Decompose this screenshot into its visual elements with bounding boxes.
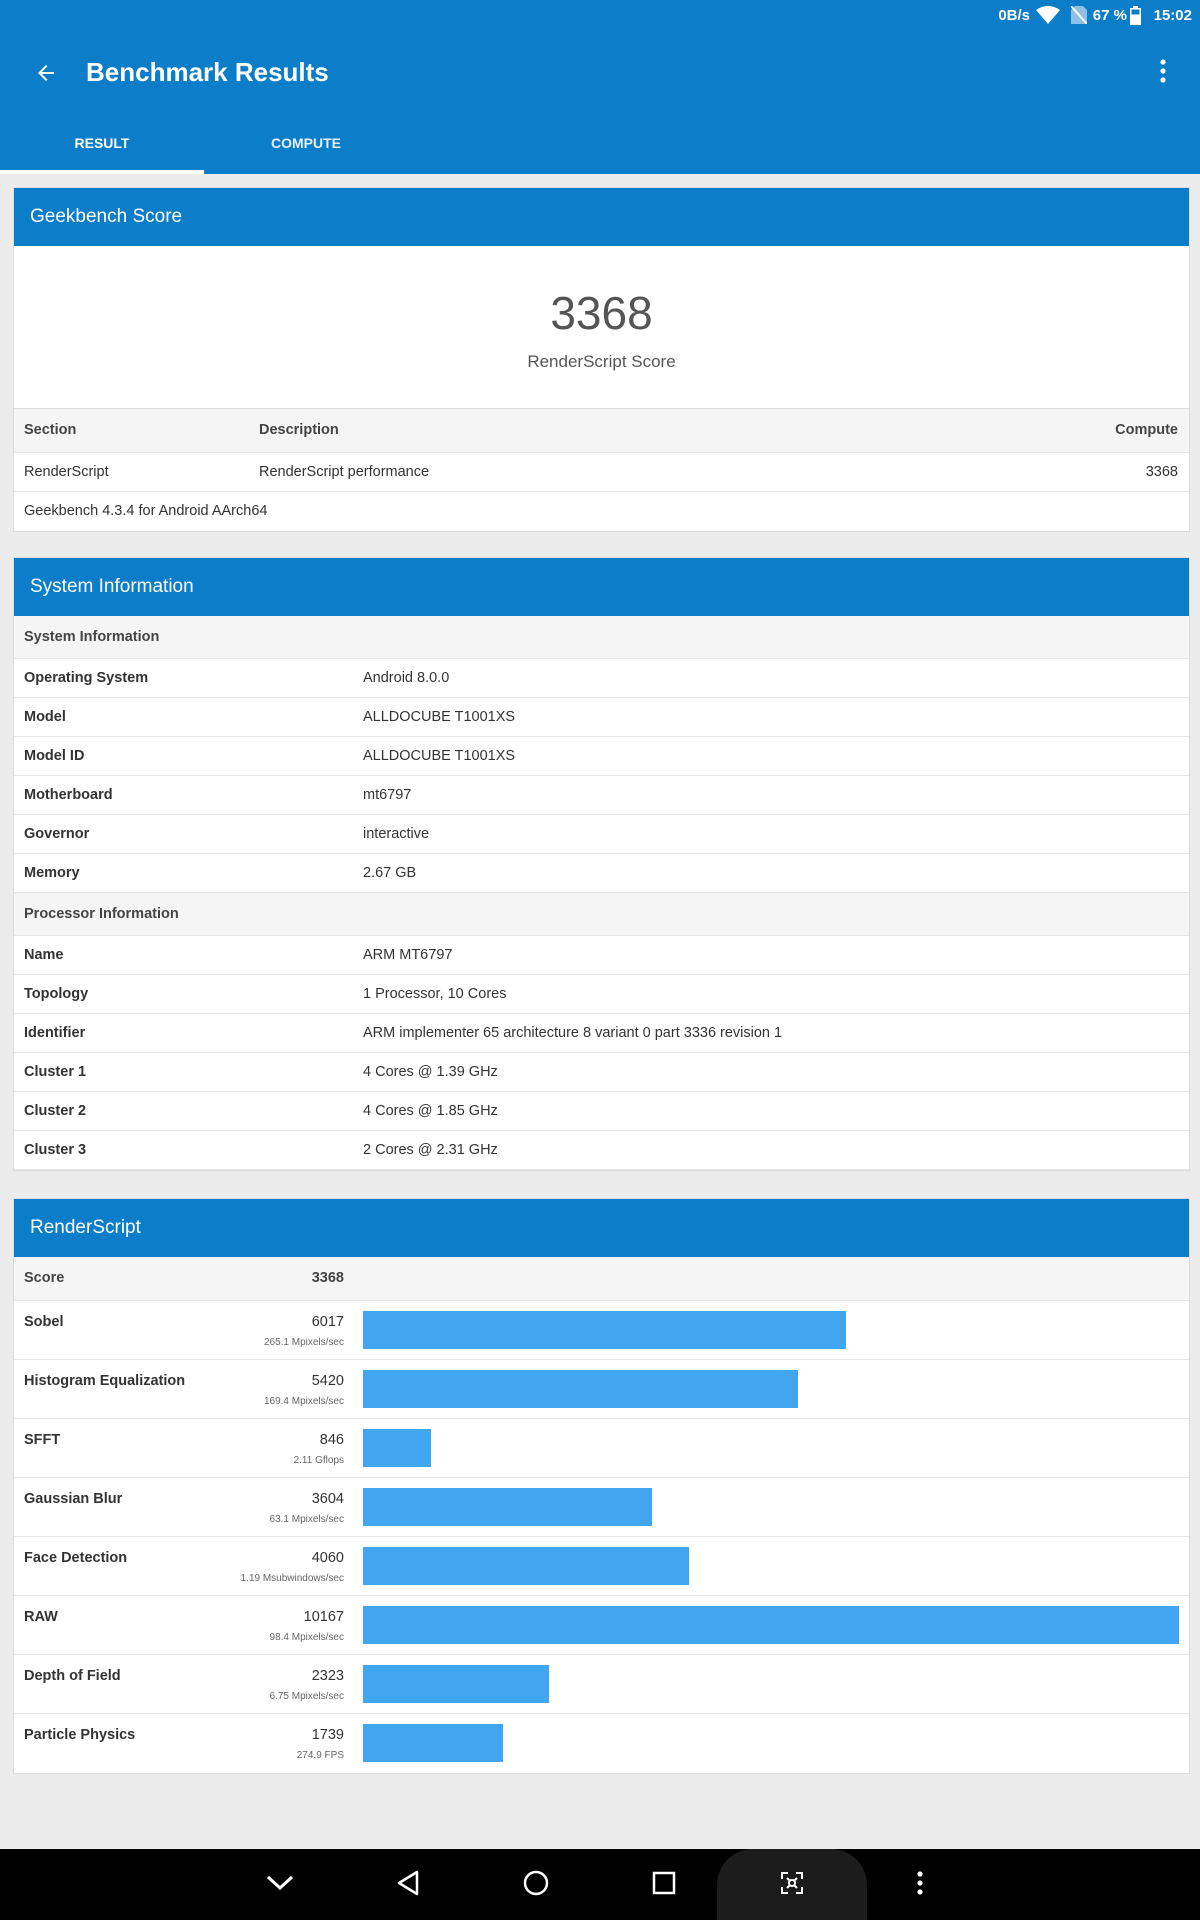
benchmark-row (14, 1596, 1189, 1655)
score-row (14, 1257, 1189, 1301)
benchmark-name: SFFT (24, 1432, 61, 1448)
info-value: Android 8.0.0 (363, 670, 450, 686)
row-description: RenderScript performance (259, 464, 430, 480)
score-bar (363, 1665, 549, 1703)
geekbench-score-card (13, 187, 1190, 532)
benchmark-row (14, 1714, 1189, 1773)
section-subheader (14, 616, 1189, 659)
benchmark-row (14, 1478, 1189, 1537)
section-subheader (14, 893, 1189, 936)
info-row (14, 1014, 1189, 1053)
screenshot-button[interactable] (770, 1863, 814, 1907)
overflow-menu-button[interactable] (1148, 58, 1178, 88)
info-row (14, 659, 1189, 698)
benchmark-name: Face Detection (24, 1550, 128, 1566)
score-bar (363, 1429, 431, 1467)
nav-back-button[interactable] (386, 1863, 430, 1907)
benchmark-unit: 6.75 Mpixels/sec (269, 1691, 344, 1702)
benchmark-score: 2323 (311, 1668, 344, 1684)
info-row (14, 854, 1189, 893)
info-value: 4 Cores @ 1.85 GHz (363, 1103, 498, 1119)
benchmark-name: Sobel (24, 1314, 64, 1330)
benchmark-row (14, 1301, 1189, 1360)
info-label: Memory (24, 865, 80, 881)
nav-more-button[interactable] (898, 1863, 942, 1907)
score-bar (363, 1370, 798, 1408)
info-label: Identifier (24, 1025, 86, 1041)
tab-result[interactable]: RESULT (74, 135, 130, 151)
score-bar (363, 1488, 652, 1526)
col-compute: Compute (1115, 422, 1178, 438)
table-row (14, 453, 1189, 492)
info-row (14, 936, 1189, 975)
info-value: 2 Cores @ 2.31 GHz (363, 1142, 498, 1158)
info-value: interactive (363, 826, 430, 842)
info-row (14, 975, 1189, 1014)
col-description: Description (259, 422, 339, 438)
renderscript-card (13, 1198, 1190, 1774)
benchmark-unit: 274.9 FPS (296, 1750, 344, 1761)
score-bar (363, 1547, 689, 1585)
info-value: ALLDOCUBE T1001XS (363, 709, 516, 725)
benchmark-unit: 169.4 Mpixels/sec (263, 1396, 344, 1407)
benchmark-unit: 98.4 Mpixels/sec (269, 1632, 344, 1643)
score-bar (363, 1311, 846, 1349)
benchmark-unit: 63.1 Mpixels/sec (269, 1514, 344, 1525)
score-label: Score (24, 1270, 65, 1286)
app-bar (0, 0, 1200, 174)
info-value: mt6797 (363, 787, 412, 803)
screenshot-icon (780, 1871, 804, 1900)
benchmark-name: Gaussian Blur (24, 1491, 123, 1507)
info-row (14, 1092, 1189, 1131)
back-button[interactable] (28, 57, 64, 93)
info-value: ARM implementer 65 architecture 8 variant 0 part 3336 revision 1 (363, 1025, 783, 1041)
benchmark-row (14, 1537, 1189, 1596)
benchmark-name: RAW (24, 1609, 58, 1625)
recents-square-icon (652, 1871, 676, 1900)
row-compute: 3368 (1145, 464, 1178, 480)
subheader-label: Processor Information (24, 906, 179, 922)
info-label: Model (24, 709, 66, 725)
more-vert-icon (1160, 59, 1166, 88)
info-label: Governor (24, 826, 90, 842)
benchmark-unit: 265.1 Mpixels/sec (263, 1337, 344, 1348)
arrow-back-icon (34, 61, 58, 90)
info-row (14, 737, 1189, 776)
info-row (14, 815, 1189, 854)
benchmark-score: 3604 (311, 1491, 344, 1507)
battery-percent: 67 % (1092, 7, 1127, 24)
col-section: Section (24, 422, 77, 438)
table-header (14, 409, 1189, 453)
tab-indicator (0, 170, 204, 174)
net-speed: 0B/s (998, 7, 1030, 24)
benchmark-score: 6017 (311, 1314, 344, 1330)
page-title: Benchmark Results (86, 57, 329, 87)
tab-compute[interactable]: COMPUTE (271, 135, 341, 151)
wifi-icon (1036, 6, 1060, 29)
benchmark-score: 10167 (303, 1609, 344, 1625)
score-value: 3368 (550, 287, 653, 339)
benchmark-unit: 2.11 Gflops (293, 1455, 344, 1466)
info-row (14, 1053, 1189, 1092)
benchmark-score: 1739 (311, 1727, 344, 1743)
info-label: Model ID (24, 748, 85, 764)
system-nav-bar (0, 1849, 1200, 1920)
home-circle-icon (523, 1870, 549, 1901)
benchmark-name: Histogram Equalization (24, 1373, 186, 1389)
info-label: Motherboard (24, 787, 113, 803)
info-value: ALLDOCUBE T1001XS (363, 748, 516, 764)
info-value: ARM MT6797 (363, 947, 453, 963)
benchmark-score: 4060 (311, 1550, 344, 1566)
benchmark-row (14, 1655, 1189, 1714)
info-label: Topology (24, 986, 89, 1002)
system-information-card (13, 557, 1190, 1171)
benchmark-score: 846 (319, 1432, 344, 1448)
status-bar (0, 0, 1200, 30)
info-row (14, 776, 1189, 815)
info-label: Operating System (24, 670, 149, 686)
card-header: System Information (14, 558, 1189, 616)
score-value: 3368 (311, 1270, 344, 1286)
chevron-down-icon (266, 1875, 294, 1896)
benchmark-name: Particle Physics (24, 1727, 136, 1743)
info-row (14, 698, 1189, 737)
hide-nav-button[interactable] (258, 1863, 302, 1907)
score-bar (363, 1724, 503, 1762)
benchmark-name: Depth of Field (24, 1668, 121, 1684)
info-value: 1 Processor, 10 Cores (363, 986, 507, 1002)
info-label: Cluster 1 (24, 1064, 87, 1080)
version-text: Geekbench 4.3.4 for Android AArch64 (24, 503, 268, 519)
more-vert-icon (917, 1871, 923, 1900)
score-bar (363, 1606, 1179, 1644)
info-value: 4 Cores @ 1.39 GHz (363, 1064, 498, 1080)
score-summary (14, 246, 1189, 409)
info-value: 2.67 GB (363, 865, 417, 881)
subheader-label: System Information (24, 629, 160, 645)
benchmark-row (14, 1360, 1189, 1419)
info-row (14, 1131, 1189, 1170)
nav-home-button[interactable] (514, 1863, 558, 1907)
info-label: Cluster 2 (24, 1103, 87, 1119)
tab-bar (0, 118, 1200, 174)
row-section: RenderScript (24, 464, 109, 480)
card-header: Geekbench Score (14, 188, 1189, 246)
info-label: Name (24, 947, 64, 963)
benchmark-score: 5420 (311, 1373, 344, 1389)
clock: 15:02 (1153, 7, 1192, 24)
nav-recents-button[interactable] (642, 1863, 686, 1907)
version-footer (14, 492, 1189, 531)
benchmark-row (14, 1419, 1189, 1478)
info-label: Cluster 3 (24, 1142, 87, 1158)
battery-icon (1130, 6, 1141, 30)
back-triangle-icon (396, 1870, 420, 1901)
card-header: RenderScript (14, 1199, 1189, 1257)
no-sim-icon (1071, 6, 1087, 29)
benchmark-unit: 1.19 Msubwindows/sec (240, 1573, 344, 1584)
score-label: RenderScript Score (527, 352, 676, 371)
